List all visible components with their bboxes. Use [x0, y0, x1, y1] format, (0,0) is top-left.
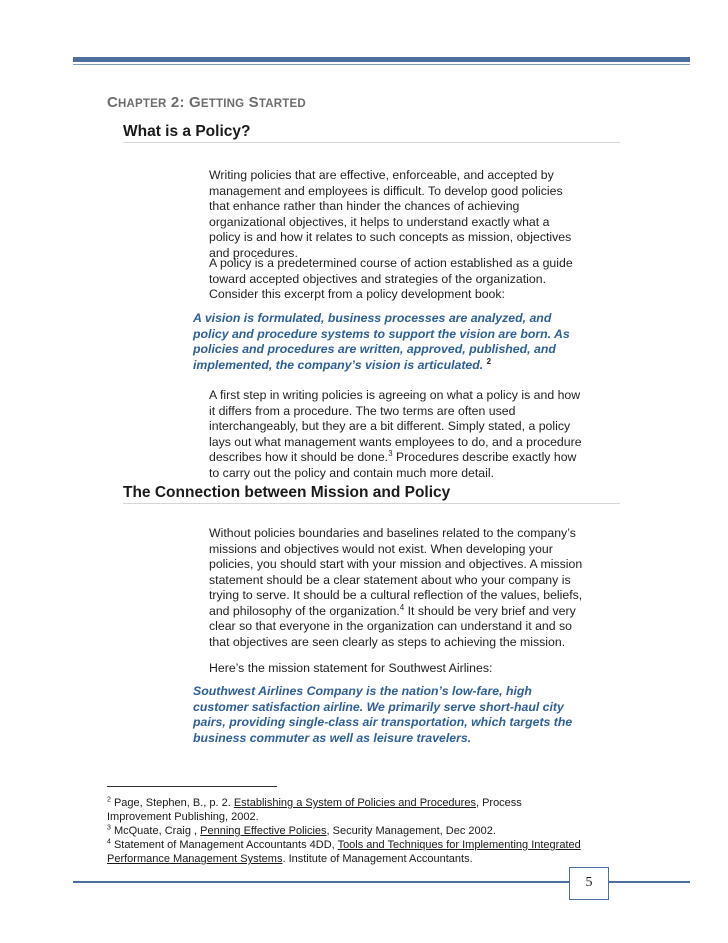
footnote-ref: 2	[486, 356, 492, 366]
paragraph-mission-intro: Here’s the mission statement for Southwest Airlines:	[209, 661, 493, 675]
footnote-4: $^4$ Statement of Management Accountants 4DD, Tools and Techniques for Implementing Integrated Performance Management Systems. Institute of Management Accountants.	[107, 838, 581, 865]
paragraph-policy-intro: Writing policies that are effective, enforceable, and accepted by management and employees is difficult. To develop good policies that enhance rather than hinder the chances of achieving organizational objectives, it helps to understand exactly what a policy is and how it relates to such concepts as mission, objectives and procedures.	[209, 168, 572, 260]
footnote-ref: 3	[388, 448, 393, 458]
section-heading-policy: What is a Policy?	[123, 123, 251, 140]
header-rule-thin	[73, 64, 690, 65]
quote-southwest: Southwest Airlines Company is the nation’s low-fare, high customer satisfaction airline. We primarily serve short-haul city pairs, providing single-class air transportation, which targets the business commuter as well as leisure travelers.	[193, 684, 573, 745]
quote-vision: A vision is formulated, business processes are analyzed, and policy and procedure systems to support the vision are born. As policies and procedures are written, approved, published, and implemented, the company’s vision is articulated. $^2$	[193, 311, 570, 372]
section-heading-rule	[123, 142, 620, 143]
paragraph-policy-vs-procedure: A first step in writing policies is agreeing on what a policy is and how it differs from a procedure. The two terms are often used interchangeably, but they are a bit different. Simply stated, a policy lays out what management wants employees to do, and a procedure describes how it should be done.$^3$ Procedures describe exactly how to carry out the policy and contain much more detail.	[209, 388, 582, 480]
section-heading-mission: The Connection between Mission and Policy	[123, 484, 451, 501]
footnote-3: $^3$ McQuate, Craig , Penning Effective Policies, Security Management, Dec 2002.	[107, 824, 496, 837]
footnote-2: $^2$ Page, Stephen, B., p. 2. Establishing a System of Policies and Procedures, Process Improvement Publishing, 2002.	[107, 796, 522, 823]
section-heading-rule	[123, 503, 620, 504]
paragraph-policy-definition: A policy is a predetermined course of action established as a guide toward accepted objectives and strategies of the organization. Consider this excerpt from a policy development book:	[209, 256, 573, 301]
page-number: 5	[569, 867, 609, 900]
footnote-ref: 4	[399, 602, 405, 612]
paragraph-mission: Without policies boundaries and baselines related to the company’s missions and objectives would not exist. When developing your policies, you should start with your mission and objectives. A mission statement should be a clear statement about who your company is trying to serve. It should be a cultural reflection of the values, beliefs, and philosophy of the organization.$^4$ It should be very brief and very clear so that everyone in the organization can understand it and so that objectives are seen clearly as steps to achieving the mission.	[209, 526, 583, 649]
chapter-title: CHAPTER 2: GETTING STARTED	[107, 94, 306, 111]
header-rule	[73, 57, 690, 62]
footnote-separator	[107, 786, 277, 787]
